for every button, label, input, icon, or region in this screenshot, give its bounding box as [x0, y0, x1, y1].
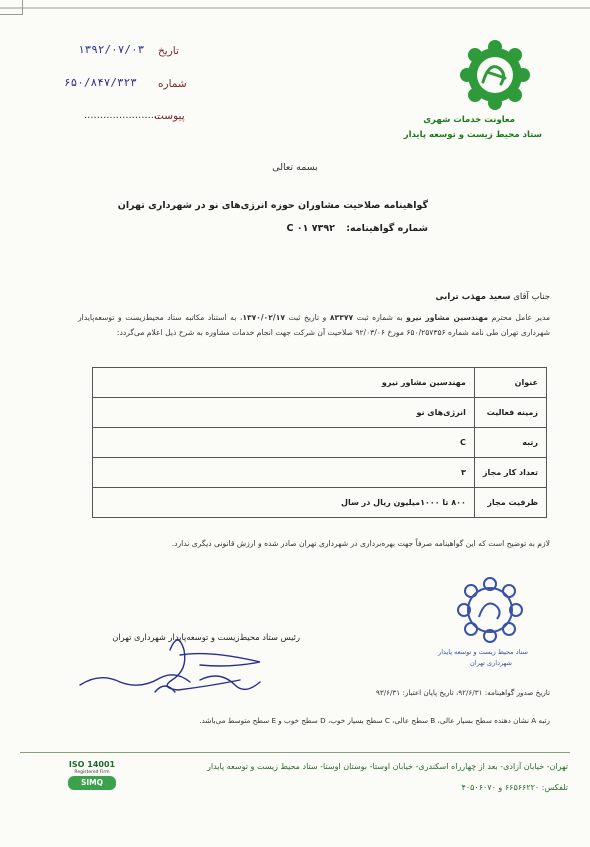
- salutation: [436, 292, 550, 302]
- attachment-value: ........................: [84, 110, 161, 121]
- para-text: توسعه‌پایدار شهرداری تهران طی نامه شماره ۶۵۰/۲۵۷۳۵۶ مورخ ۹۲/۰۳/۰۶ صلاحیت آن شرکت جهت انجام خدمات مشاوره به: [78, 313, 550, 337]
- table-row: [93, 368, 547, 398]
- table-row: [93, 428, 547, 458]
- row-value: مهندسین مشاور نیرو: [93, 368, 475, 398]
- row-value: ۸۰۰ تا ۱۰۰۰میلیون ریال در سال: [93, 488, 475, 518]
- registration-number: ۸۳۳۷۷: [329, 313, 354, 322]
- row-value: C: [93, 428, 475, 458]
- row-key: زمینه فعالیت: [474, 398, 546, 428]
- certificate-number-label: شماره گواهینامه:: [346, 223, 428, 234]
- bismillah: بسمه تعالی: [272, 162, 318, 173]
- tehran-municipality-logo: [455, 38, 535, 113]
- footer-divider: [20, 752, 570, 753]
- salutation-prefix: جناب آقای: [513, 292, 550, 302]
- issue-and-expiry: تاریخ صدور گواهینامه: ۹۲/۶/۳۱، تاریخ پایان اعتبار: ۹۳/۶/۳۱: [376, 688, 550, 697]
- seal-text: ستاد محیط زیست و توسعه پایدار: [438, 648, 528, 656]
- rating-legend: رتبه A نشان دهنده سطح بسیار عالی، B سطح عالی، C سطح بسیار خوب، D سطح خوب و E سطح متوسط می‌باشد.: [199, 716, 550, 725]
- certificate-info-table: [92, 367, 547, 518]
- salutation-name: سعید مهذب ترابی: [435, 292, 511, 302]
- number-label: شماره: [158, 78, 187, 90]
- department-name: معاونت خدمات شهری: [423, 115, 515, 125]
- para-text: مدیر عامل محترم: [491, 313, 551, 322]
- seal-text: شهرداری تهران: [470, 659, 512, 667]
- table-row: [93, 488, 547, 518]
- para-text: به شماره ثبت: [356, 313, 403, 322]
- table-row: [93, 458, 547, 488]
- certificate-number: [287, 223, 428, 234]
- row-key: رتبه: [474, 428, 546, 458]
- certificate-title: گواهینامه صلاحیت مشاوران حوزه انرژی‌های نو در شهرداری تهران: [117, 200, 428, 211]
- footer-phone: تلفکس: ۶۶۵۶۶۲۲۰ و ۴۰۵۰۶۰۷۰: [461, 783, 568, 792]
- body-paragraph: [78, 310, 550, 340]
- attachment-label: پیوست: [154, 110, 185, 122]
- handwritten-signature: [60, 610, 280, 705]
- row-value: ۳: [93, 458, 475, 488]
- iso-brand-badge: SIMQ: [68, 776, 116, 790]
- date-value: ۱۳۹۲/۰۷/۰۳: [78, 43, 145, 56]
- row-key: ظرفیت مجاز: [474, 488, 546, 518]
- registration-date: ۱۳۷۰/۰۲/۱۷: [242, 313, 285, 322]
- legal-note: لازم به توضیح است که این گواهینامه صرفاً جهت بهره‌برداری در شهرداری تهران صادر شده و ارزش قانونی دیگری ندارد.: [171, 539, 550, 548]
- fold-line: [0, 7, 590, 9]
- certificate-number-value: ۷۳۹۲ C ۰۱: [286, 223, 335, 234]
- iso-title: ISO 14001: [68, 760, 116, 769]
- official-seal-icon: [455, 575, 525, 645]
- iso-subtitle: Registered Firm: [74, 770, 110, 775]
- fold-corner: [0, 0, 23, 15]
- para-text: شرح ذیل اعلام می‌گردد:: [116, 328, 195, 337]
- number-value: ۶۵۰/۸۴۷/۳۲۳: [64, 76, 137, 89]
- company-name: مهندسین مشاور نیرو: [406, 313, 489, 322]
- para-text: و تاریخ ثبت: [288, 313, 327, 322]
- table-row: [93, 398, 547, 428]
- signer-title: رئیس ستاد محیط‌زیست و توسعه‌پایدار شهرداری تهران: [112, 632, 300, 642]
- footer-address: تهران- خیابان آزادی- بعد از چهارراه اسکندری- خیابان اوستا- بوستان اوستا- ستاد محیط زیست و توسعه پایدار: [207, 762, 568, 771]
- department-subtitle: ستاد محیط زیست و توسعه پایدار: [403, 130, 542, 140]
- row-value: انرژی‌های نو: [93, 398, 475, 428]
- date-label: تاریخ: [158, 45, 179, 57]
- para-text: ، به استناد مکاتبه ستاد محیط‌زیست و: [118, 313, 243, 322]
- row-key: تعداد کار مجاز: [474, 458, 546, 488]
- row-key: عنوان: [474, 368, 546, 398]
